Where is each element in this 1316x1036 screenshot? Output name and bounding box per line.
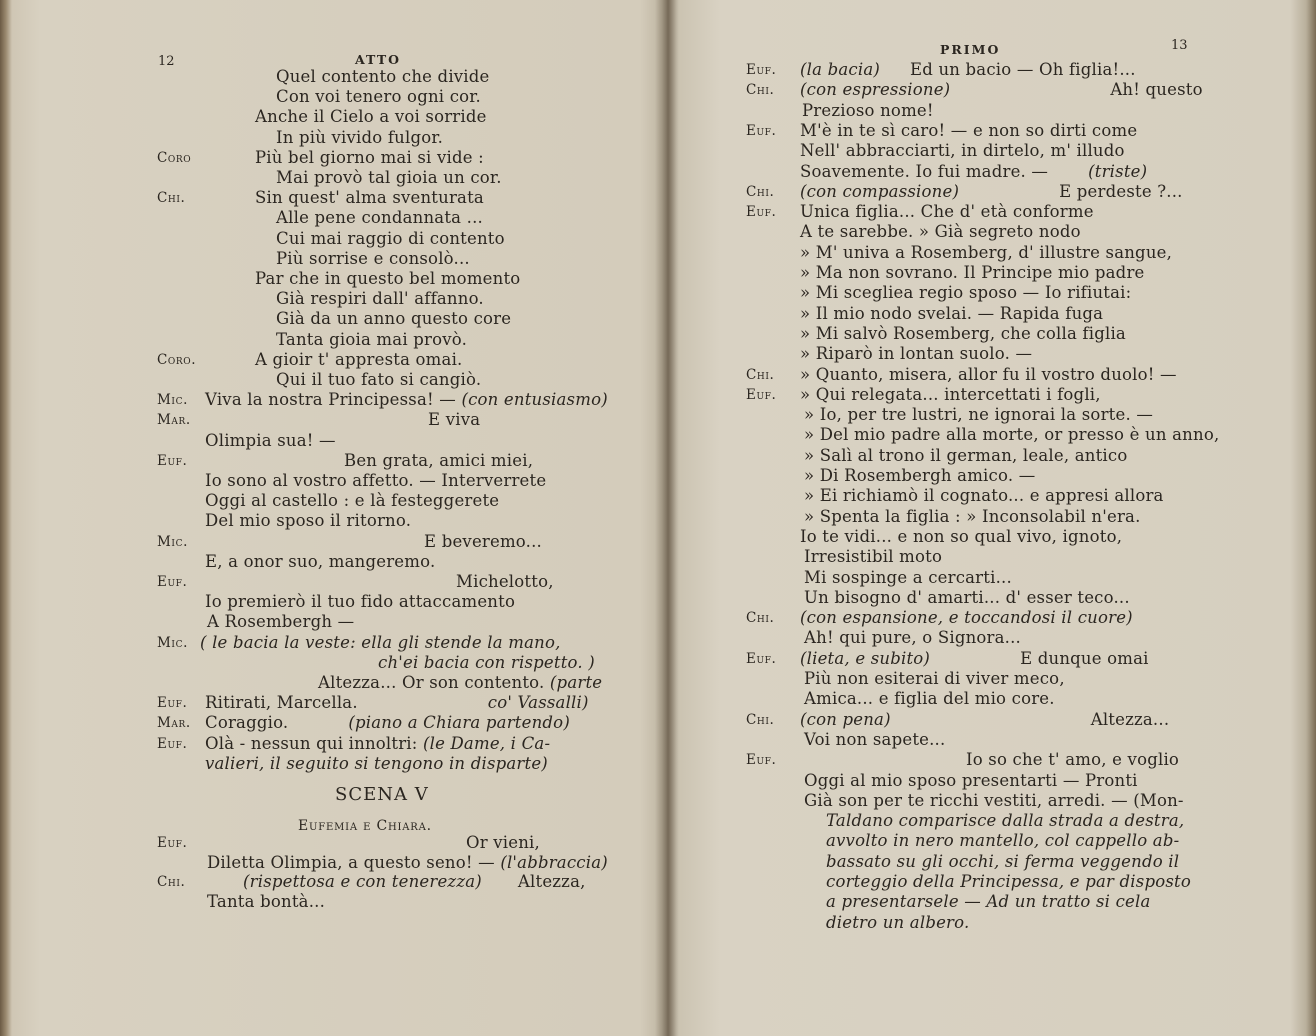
line-text: Ed un bacio — Oh figlia!...: [910, 60, 1136, 79]
line-text: Ah! qui pure, o Signora...: [804, 628, 1022, 648]
line-text: Ah! questo: [1110, 80, 1203, 100]
stage-direction: (con espressione): [800, 80, 951, 100]
verse-line: [804, 466, 1035, 486]
line-text: Un bisogno d' amarti... d' esser teco...: [804, 587, 1130, 607]
speaker-label: Euf.: [746, 650, 777, 667]
verse-line: [804, 547, 942, 567]
verse-line: [800, 222, 1081, 242]
line-text: » Di Rosembergh amico. —: [804, 466, 1036, 485]
line-text: Olimpia sua! —: [205, 430, 336, 450]
verse-line: [205, 713, 570, 733]
speaker-label: Chi.: [157, 874, 186, 890]
line-text: Unica figlia... Che d' età conforme: [800, 202, 1094, 222]
line-text: Alle pene condannata ...: [276, 208, 483, 228]
verse-line: [800, 304, 1103, 324]
line-text: A te sarebbe. » Già segreto nodo: [800, 222, 1081, 242]
line-text: » M' univa a Rosemberg, d' illustre sangue,: [800, 242, 1173, 262]
verse-line: [255, 269, 520, 289]
verse-line: [802, 101, 934, 121]
speaker-label: Chi.: [157, 190, 186, 207]
stage-direction: (parte: [549, 673, 603, 692]
running-header: PRIMO: [940, 42, 1001, 57]
speaker-label: Euf.: [746, 386, 777, 403]
verse-line: [207, 612, 354, 632]
line-text: E beveremo...: [424, 531, 542, 551]
verse-line: [205, 511, 411, 531]
verse-line: [800, 60, 1136, 80]
line-text: » Quanto, misera, allor fu il vostro duolo! —: [800, 364, 1177, 384]
line-text: Tanta bontà...: [207, 891, 326, 911]
stage-direction: ch'ei bacia con rispetto. ): [378, 652, 595, 672]
speaker-label: Coro: [157, 149, 192, 166]
verse-line: [318, 673, 602, 693]
verse-line: [826, 831, 1179, 851]
line-text: Oggi al mio sposo presentarti — Pronti: [804, 770, 1138, 790]
verse-line: [466, 833, 540, 853]
speaker-label: Mic.: [157, 392, 188, 409]
stage-direction: (con espansione, e toccandosi il cuore): [800, 608, 1133, 628]
stage-direction: (lieta, e subito): [800, 648, 931, 668]
verse-line: [804, 446, 1127, 466]
verse-line: [255, 107, 487, 127]
line-text: Io te vidi... e non so qual vivo, ignoto,: [800, 526, 1123, 546]
stage-direction: avvolto in nero mantello, col cappello ab-: [826, 831, 1180, 851]
speaker-label: Mic.: [157, 533, 188, 550]
line-text: Io so che t' amo, e voglio: [966, 750, 1180, 770]
verse-line: [276, 330, 467, 350]
verse-line: [800, 80, 1203, 100]
running-header: ATTO: [355, 52, 402, 67]
speaker-label: Mar.: [157, 412, 191, 429]
line-text: Altezza...: [1090, 709, 1170, 729]
stage-direction: (le Dame, i Ca-: [422, 733, 551, 753]
line-text: » Il mio nodo svelai. — Rapida fuga: [800, 303, 1104, 323]
line-text: Par che in questo bel momento: [255, 269, 521, 288]
speaker-label: Euf.: [746, 752, 777, 769]
verse-line: [276, 208, 483, 228]
verse-line: [804, 425, 1219, 445]
verse-line: [800, 162, 1147, 182]
verse-line: [800, 141, 1125, 161]
stage-direction: (con compassione): [800, 181, 960, 201]
verse-line: [205, 431, 336, 451]
line-text: Nell' abbracciarti, in dirtelo, m' illudo: [800, 141, 1125, 161]
verse-line: [255, 350, 463, 370]
line-text: Diletta Olimpia, a questo seno! —: [207, 852, 501, 872]
verse-line: [276, 309, 511, 329]
line-text: Più sorrise e consolò...: [276, 248, 470, 268]
speaker-label: Chi.: [746, 82, 775, 99]
line-text: Già son per te ricchi vestiti, arredi. — (Mon-: [804, 790, 1184, 810]
line-text: Soavemente. Io fui madre. —: [800, 161, 1049, 181]
verse-line: [207, 872, 586, 892]
verse-line: [800, 365, 1177, 385]
verse-line: [428, 410, 480, 430]
verse-line: [205, 693, 589, 713]
verse-line: [826, 892, 1151, 912]
verse-line: [255, 148, 484, 168]
verse-line: [804, 669, 1065, 689]
verse-line: [276, 87, 481, 107]
line-text: Coraggio.: [205, 713, 289, 733]
verse-line: [378, 653, 595, 673]
stage-direction: bassato su gli occhi, si ferma veggendo il: [826, 851, 1180, 871]
right-page: [676, 0, 1316, 1036]
verse-line: [826, 913, 969, 933]
verse-line: [804, 568, 1012, 588]
line-text: Del mio sposo il ritorno.: [205, 511, 412, 531]
verse-line: [966, 750, 1179, 770]
speaker-label: Euf.: [157, 835, 188, 851]
verse-line: [207, 853, 608, 873]
stage-direction: (l'abbraccia): [500, 852, 608, 872]
stage-direction: corteggio della Principessa, e par disposto: [826, 872, 1191, 891]
line-text: Irresistibil moto: [804, 547, 943, 567]
verse-line: [200, 633, 561, 653]
line-text: » Spenta la figlia : » Inconsolabil n'era.: [804, 506, 1141, 526]
speaker-label: Mic.: [157, 634, 188, 651]
speaker-label: Mar.: [157, 715, 191, 732]
stage-direction: Taldano comparisce dalla strada a destra,: [826, 811, 1185, 831]
speaker-label: Chi.: [746, 366, 775, 383]
verse-line: [205, 491, 499, 511]
verse-line: [800, 283, 1131, 303]
verse-line: [800, 710, 1169, 730]
verse-line: [424, 532, 542, 552]
verse-line: [804, 730, 945, 750]
verse-line: [276, 289, 484, 309]
stage-direction: (rispettosa e con tenerezza): [243, 872, 482, 891]
stage-direction: (con pena): [800, 709, 891, 729]
line-text: Con voi tenero ogni cor.: [276, 87, 481, 107]
line-text: Olà - nessun qui innoltri:: [205, 733, 423, 753]
verse-line: [800, 263, 1145, 283]
line-text: Ben grata, amici miei,: [344, 450, 534, 470]
speaker-label: Chi.: [746, 183, 775, 200]
verse-line: [800, 202, 1094, 222]
verse-line: [804, 689, 1055, 709]
verse-line: [804, 588, 1130, 608]
line-text: » Del mio padre alla morte, or presso è un anno,: [804, 425, 1220, 445]
verse-line: [205, 592, 515, 612]
line-text: Più non esiterai di viver meco,: [804, 669, 1065, 688]
speaker-label: Euf.: [157, 695, 188, 712]
speaker-label: Euf.: [157, 574, 188, 590]
speaker-label: Euf.: [157, 452, 188, 469]
stage-direction: (con entusiasmo): [461, 390, 608, 410]
line-text: Quel contento che divide: [276, 67, 490, 86]
line-text: A gioir t' appresta omai.: [255, 349, 463, 369]
line-text: » Ma non sovrano. Il Principe mio padre: [800, 263, 1145, 282]
line-text: Altezza... Or son contento.: [318, 673, 550, 692]
line-text: Anche il Cielo a voi sorride: [255, 107, 487, 127]
line-text: Viva la nostra Principessa! —: [205, 390, 462, 410]
line-text: Già da un anno questo core: [276, 309, 512, 329]
verse-line: [276, 168, 502, 188]
line-text: E dunque omai: [1020, 648, 1149, 668]
verse-line: [276, 229, 505, 249]
line-text: Qui il tuo fato si cangiò.: [276, 370, 482, 389]
stage-direction: dietro un albero.: [826, 912, 970, 932]
line-text: E perdeste ?...: [1059, 181, 1183, 201]
line-text: A Rosembergh —: [207, 612, 355, 632]
verse-line: [800, 385, 1101, 405]
page-number: 13: [1171, 38, 1188, 53]
verse-line: [255, 188, 484, 208]
line-text: Or vieni,: [466, 833, 540, 852]
line-text: Già respiri dall' affanno.: [276, 289, 484, 309]
stage-direction: (la bacia): [800, 60, 880, 79]
verse-line: [205, 552, 435, 572]
verse-line: [276, 249, 470, 269]
verse-line: [800, 649, 1149, 669]
verse-line: [276, 370, 481, 390]
line-text: Michelotto,: [456, 572, 554, 591]
line-text: Amica... e figlia del mio core.: [804, 689, 1055, 709]
verse-line: [344, 451, 533, 471]
line-text: Cui mai raggio di contento: [276, 228, 505, 248]
scene-persons: Eufemia e Chiara.: [298, 818, 432, 834]
speaker-label: Euf.: [157, 735, 188, 752]
line-text: Oggi al castello : e là festeggerete: [205, 491, 500, 511]
line-text: Io premierò il tuo fido attaccamento: [205, 592, 516, 612]
line-text: Tanta gioia mai provò.: [276, 329, 468, 349]
stage-direction: co' Vassalli): [487, 693, 589, 713]
verse-line: [826, 852, 1179, 872]
verse-line: [826, 872, 1191, 892]
line-text: » Io, per tre lustri, ne ignorai la sorte. —: [804, 405, 1154, 425]
stage-direction: (piano a Chiara partendo): [348, 713, 570, 733]
verse-line: [205, 754, 548, 774]
line-text: Io sono al vostro affetto. — Interverrete: [205, 471, 547, 490]
line-text: Voi non sapete...: [804, 729, 946, 749]
verse-line: [207, 892, 325, 912]
verse-line: [800, 243, 1172, 263]
line-text: » Ei richiamò il cognato... e appresi allora: [804, 486, 1164, 506]
verse-line: [800, 527, 1122, 547]
line-text: In più vivido fulgor.: [276, 127, 444, 147]
stage-direction: a presentarsele — Ad un tratto si cela: [826, 892, 1151, 912]
verse-line: [804, 405, 1153, 425]
verse-line: [205, 390, 608, 410]
verse-line: [804, 628, 1021, 648]
line-text: Più bel giorno mai si vide :: [255, 147, 484, 167]
verse-line: [804, 771, 1138, 791]
verse-line: [276, 128, 443, 148]
verse-line: [800, 182, 1183, 202]
verse-line: [456, 572, 554, 592]
speaker-label: Chi.: [746, 610, 775, 627]
line-text: E viva: [428, 410, 481, 430]
line-text: » Riparò in lontan suolo. —: [800, 344, 1033, 364]
line-text: Sin quest' alma sventurata: [255, 188, 484, 208]
line-text: Mai provò tal gioia un cor.: [276, 168, 502, 187]
verse-line: [205, 471, 546, 491]
verse-line: [804, 486, 1164, 506]
verse-line: [800, 344, 1032, 364]
stage-direction: ( le bacia la veste: ella gli stende la mano,: [200, 632, 561, 652]
line-text: E, a onor suo, mangeremo.: [205, 551, 436, 571]
speaker-label: Euf.: [746, 122, 777, 139]
verse-line: [800, 608, 1133, 628]
verse-line: [804, 791, 1184, 811]
speaker-label: Euf.: [746, 62, 777, 78]
line-text: » Salì al trono il german, leale, antico: [804, 445, 1128, 465]
verse-line: [800, 324, 1126, 344]
page-number: 12: [158, 54, 175, 69]
verse-line: [276, 67, 490, 87]
speaker-label: Coro.: [157, 351, 197, 368]
speaker-label: Euf.: [746, 204, 777, 221]
line-text: » Qui relegata... intercettati i fogli,: [800, 384, 1101, 404]
line-text: Altezza,: [517, 872, 586, 891]
line-text: Prezioso nome!: [802, 100, 934, 120]
verse-line: [804, 507, 1141, 527]
speaker-label: Chi.: [746, 711, 775, 728]
line-text: Mi sospinge a cercarti...: [804, 567, 1012, 587]
verse-line: [800, 121, 1137, 141]
verse-line: [205, 734, 550, 754]
stage-direction: (triste): [1088, 161, 1148, 181]
verse-line: [826, 811, 1184, 831]
line-text: M'è in te sì caro! — e non so dirti come: [800, 120, 1138, 140]
scene-title: SCENA V: [335, 784, 429, 805]
stage-direction: valieri, il seguito si tengono in disparte): [205, 753, 548, 773]
line-text: Ritirati, Marcella.: [205, 693, 358, 713]
line-text: » Mi sceglieа regio sposo — Io rifiutai:: [800, 283, 1132, 303]
line-text: » Mi salvò Rosemberg, che colla figlia: [800, 323, 1126, 343]
